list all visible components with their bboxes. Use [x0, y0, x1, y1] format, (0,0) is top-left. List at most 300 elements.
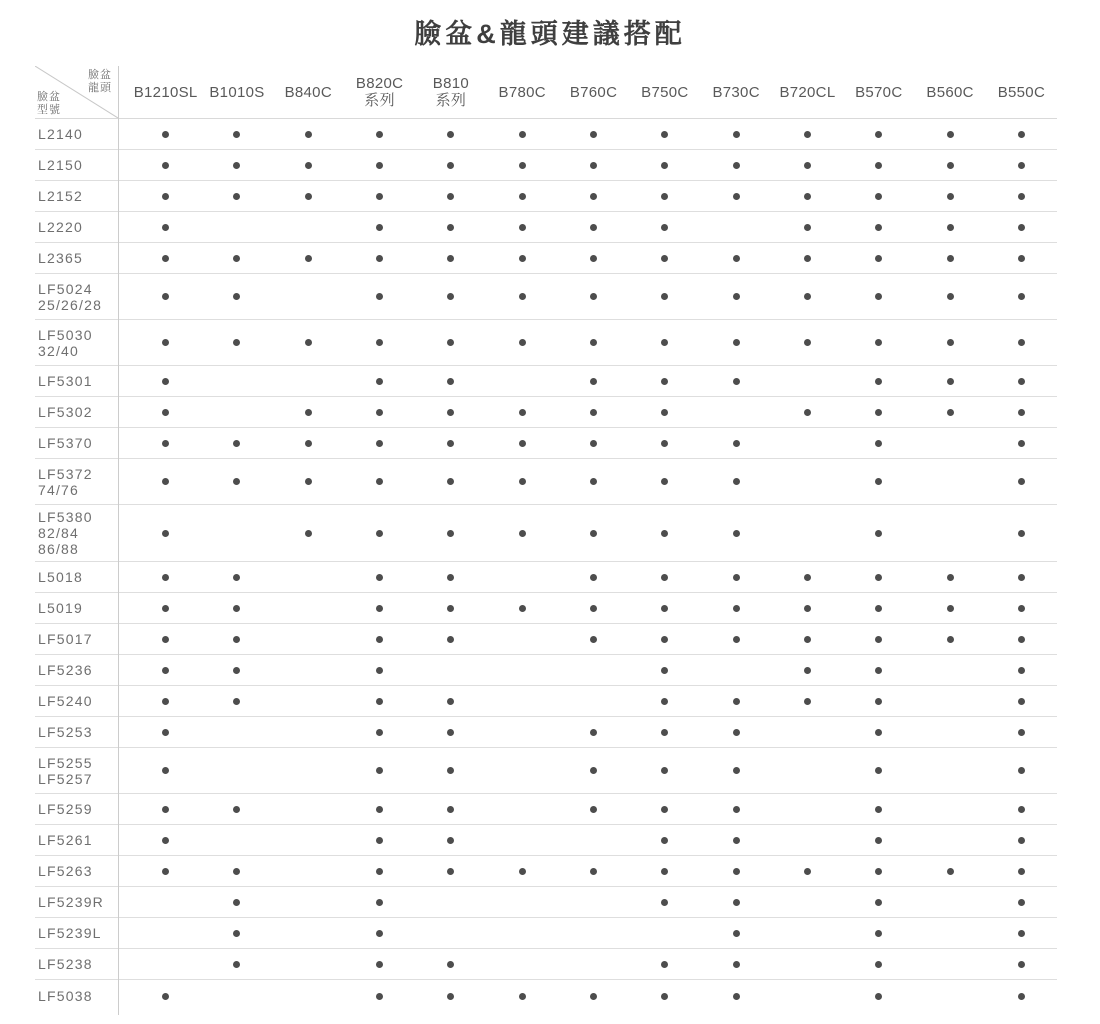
dot-icon: [162, 378, 169, 385]
matrix-cell: [344, 961, 415, 968]
matrix-cell: [701, 162, 772, 169]
dot-icon: [519, 409, 526, 416]
dot-icon: [447, 530, 454, 537]
matrix-cell: [701, 378, 772, 385]
matrix-cell: [415, 131, 486, 138]
matrix-cell: [629, 605, 700, 612]
matrix-cell: [415, 961, 486, 968]
dot-icon: [875, 530, 882, 537]
row-label: [35, 509, 130, 557]
matrix-cell: [629, 993, 700, 1000]
dot-icon: [447, 806, 454, 813]
matrix-cell: [986, 224, 1057, 231]
matrix-cell: [130, 729, 201, 736]
matrix-cell: [558, 767, 629, 774]
row-label-line: L2152: [38, 188, 83, 204]
dot-icon: [233, 574, 240, 581]
dot-icon: [590, 605, 597, 612]
matrix-cell: [344, 729, 415, 736]
dot-icon: [804, 574, 811, 581]
dot-icon: [875, 131, 882, 138]
matrix-cell: [772, 293, 843, 300]
row-cells: [130, 918, 1057, 948]
row-cells: [130, 593, 1057, 623]
dot-icon: [661, 224, 668, 231]
matrix-cell: [273, 193, 344, 200]
row-cells: [130, 212, 1057, 242]
corner-rows-label: [37, 91, 61, 117]
dot-icon: [447, 574, 454, 581]
dot-icon: [733, 767, 740, 774]
dot-icon: [804, 255, 811, 262]
row-label-line: LF5301: [38, 373, 93, 389]
matrix-cell: [130, 574, 201, 581]
dot-icon: [162, 530, 169, 537]
dot-icon: [1018, 636, 1025, 643]
matrix-cell: [843, 837, 914, 844]
dot-icon: [447, 224, 454, 231]
column-header: [344, 75, 415, 109]
matrix-cell: [629, 193, 700, 200]
dot-icon: [661, 131, 668, 138]
matrix-cell: [772, 574, 843, 581]
matrix-cell: [629, 574, 700, 581]
row-label-line: LF5253: [38, 724, 93, 740]
dot-icon: [733, 605, 740, 612]
matrix-cell: [344, 162, 415, 169]
matrix-cell: [415, 837, 486, 844]
dot-icon: [376, 868, 383, 875]
dot-icon: [519, 868, 526, 875]
dot-icon: [875, 930, 882, 937]
matrix-cell: [415, 409, 486, 416]
matrix-cell: [914, 605, 985, 612]
matrix-cell: [843, 440, 914, 447]
dot-icon: [162, 162, 169, 169]
dot-icon: [1018, 131, 1025, 138]
dot-icon: [590, 574, 597, 581]
matrix-cell: [772, 636, 843, 643]
matrix-cell: [415, 530, 486, 537]
row-label-line: L5019: [38, 600, 83, 616]
dot-icon: [590, 530, 597, 537]
dot-icon: [519, 993, 526, 1000]
matrix-cell: [201, 478, 272, 485]
matrix-cell: [130, 409, 201, 416]
matrix-cell: [629, 837, 700, 844]
matrix-cell: [487, 224, 558, 231]
matrix-cell: [344, 993, 415, 1000]
matrix-cell: [843, 605, 914, 612]
matrix-cell: [843, 930, 914, 937]
matrix-cell: [986, 193, 1057, 200]
matrix-cell: [986, 131, 1057, 138]
matrix-cell: [201, 930, 272, 937]
dot-icon: [519, 339, 526, 346]
matrix-cell: [629, 767, 700, 774]
row-label-line: L2140: [38, 126, 83, 142]
matrix-cell: [415, 868, 486, 875]
dot-icon: [733, 440, 740, 447]
dot-icon: [733, 993, 740, 1000]
dot-icon: [804, 224, 811, 231]
dot-icon: [1018, 868, 1025, 875]
dot-icon: [661, 667, 668, 674]
dot-icon: [590, 767, 597, 774]
matrix-cell: [558, 293, 629, 300]
row-label: [35, 157, 130, 173]
matrix-cell: [130, 378, 201, 385]
column-header: [130, 84, 201, 101]
matrix-cell: [629, 224, 700, 231]
dot-icon: [661, 162, 668, 169]
matrix-cell: [344, 837, 415, 844]
matrix-cell: [986, 574, 1057, 581]
dot-icon: [733, 961, 740, 968]
dot-icon: [1018, 339, 1025, 346]
matrix-cell: [558, 868, 629, 875]
dot-icon: [447, 961, 454, 968]
dot-icon: [590, 255, 597, 262]
dot-icon: [875, 162, 882, 169]
matrix-cell: [558, 729, 629, 736]
matrix-cell: [344, 478, 415, 485]
row-label: [35, 832, 130, 848]
row-label-line: LF5372: [38, 465, 93, 482]
dot-icon: [733, 162, 740, 169]
matrix-cell: [130, 193, 201, 200]
dot-icon: [590, 162, 597, 169]
row-label: [35, 894, 130, 910]
column-header-sublabel: 系列: [435, 92, 467, 109]
dot-icon: [447, 193, 454, 200]
row-label-line: LF5239L: [38, 925, 102, 941]
dot-icon: [162, 806, 169, 813]
dot-icon: [233, 605, 240, 612]
dot-icon: [233, 255, 240, 262]
dot-icon: [661, 636, 668, 643]
matrix-cell: [487, 440, 558, 447]
matrix-cell: [986, 806, 1057, 813]
dot-icon: [162, 224, 169, 231]
dot-icon: [733, 698, 740, 705]
dot-icon: [376, 767, 383, 774]
matrix-cell: [558, 636, 629, 643]
dot-icon: [233, 930, 240, 937]
dot-icon: [376, 698, 383, 705]
matrix-cell: [986, 339, 1057, 346]
matrix-cell: [130, 806, 201, 813]
dot-icon: [305, 255, 312, 262]
row-label: [35, 863, 130, 879]
dot-icon: [519, 255, 526, 262]
column-header-label: B820C: [355, 75, 404, 92]
dot-icon: [233, 961, 240, 968]
matrix-cell: [843, 339, 914, 346]
table-row: [35, 366, 1057, 397]
matrix-cell: [415, 440, 486, 447]
matrix-cell: [415, 255, 486, 262]
matrix-cell: [843, 767, 914, 774]
dot-icon: [162, 193, 169, 200]
column-header-sublabel: 系列: [364, 92, 395, 109]
dot-icon: [162, 440, 169, 447]
matrix-cell: [487, 605, 558, 612]
dot-icon: [162, 409, 169, 416]
dot-icon: [661, 961, 668, 968]
row-cells: [130, 320, 1057, 365]
row-label: [35, 569, 130, 585]
matrix-cell: [487, 868, 558, 875]
dot-icon: [162, 574, 169, 581]
table-row: [35, 717, 1057, 748]
matrix-cell: [701, 767, 772, 774]
row-label-line: LF5302: [38, 404, 93, 420]
dot-icon: [233, 193, 240, 200]
matrix-cell: [344, 224, 415, 231]
row-cells: [130, 825, 1057, 855]
table-row: [35, 119, 1057, 150]
row-label: [35, 988, 130, 1004]
dot-icon: [305, 478, 312, 485]
dot-icon: [590, 993, 597, 1000]
dot-icon: [947, 636, 954, 643]
row-cells: [130, 887, 1057, 917]
page-title: 臉盆&龍頭建議搭配: [414, 19, 686, 49]
matrix-cell: [701, 440, 772, 447]
matrix-cell: [629, 440, 700, 447]
dot-icon: [305, 131, 312, 138]
corner-columns-label-line2: 龍頭: [88, 82, 112, 94]
dot-icon: [1018, 293, 1025, 300]
column-header-label: B560C: [926, 83, 974, 101]
dot-icon: [590, 131, 597, 138]
row-label-line: LF5038: [38, 988, 93, 1004]
matrix-cell: [843, 698, 914, 705]
dot-icon: [875, 806, 882, 813]
matrix-cell: [772, 698, 843, 705]
matrix-cell: [986, 478, 1057, 485]
dot-icon: [875, 729, 882, 736]
matrix-cell: [273, 478, 344, 485]
matrix-cell: [629, 530, 700, 537]
dot-icon: [804, 293, 811, 300]
dot-icon: [376, 729, 383, 736]
matrix-cell: [843, 409, 914, 416]
label-column-divider: [118, 66, 119, 1015]
dot-icon: [376, 530, 383, 537]
dot-icon: [875, 993, 882, 1000]
table-row: [35, 397, 1057, 428]
dot-icon: [804, 131, 811, 138]
matrix-cell: [558, 131, 629, 138]
dot-icon: [733, 131, 740, 138]
dot-icon: [162, 293, 169, 300]
matrix-cell: [415, 339, 486, 346]
dot-icon: [1018, 574, 1025, 581]
row-cells: [130, 181, 1057, 211]
matrix-cell: [558, 478, 629, 485]
matrix-cell: [629, 806, 700, 813]
dot-icon: [162, 868, 169, 875]
column-header-label: B1010S: [209, 83, 265, 101]
row-label-line: LF5030: [38, 326, 93, 343]
dot-icon: [875, 193, 882, 200]
dot-icon: [1018, 478, 1025, 485]
matrix-cell: [344, 574, 415, 581]
table-row: [35, 150, 1057, 181]
dot-icon: [875, 378, 882, 385]
matrix-cell: [130, 478, 201, 485]
matrix-cell: [843, 899, 914, 906]
dot-icon: [804, 339, 811, 346]
dot-icon: [875, 636, 882, 643]
row-label: [35, 188, 130, 204]
matrix-cell: [701, 636, 772, 643]
matrix-cell: [487, 409, 558, 416]
dot-icon: [162, 729, 169, 736]
matrix-cell: [629, 868, 700, 875]
matrix-cell: [843, 993, 914, 1000]
dot-icon: [661, 767, 668, 774]
dot-icon: [233, 636, 240, 643]
dot-icon: [1018, 806, 1025, 813]
row-label: [35, 466, 130, 498]
matrix-cell: [986, 767, 1057, 774]
dot-icon: [376, 440, 383, 447]
dot-icon: [590, 478, 597, 485]
dot-icon: [1018, 961, 1025, 968]
dot-icon: [305, 339, 312, 346]
matrix-cell: [487, 162, 558, 169]
dot-icon: [1018, 193, 1025, 200]
dot-icon: [1018, 698, 1025, 705]
dot-icon: [1018, 162, 1025, 169]
matrix-cell: [843, 193, 914, 200]
matrix-cell: [701, 899, 772, 906]
dot-icon: [447, 729, 454, 736]
dot-icon: [1018, 930, 1025, 937]
dot-icon: [1018, 837, 1025, 844]
dot-icon: [733, 339, 740, 346]
matrix-cell: [843, 530, 914, 537]
matrix-cell: [201, 899, 272, 906]
corner-cell: [35, 66, 118, 118]
matrix-cell: [201, 574, 272, 581]
dot-icon: [305, 409, 312, 416]
dot-icon: [447, 409, 454, 416]
row-cells: [130, 428, 1057, 458]
row-label-line: LF5240: [38, 693, 93, 709]
row-label-line: LF5259: [38, 801, 93, 817]
row-label: [35, 126, 130, 142]
dot-icon: [804, 636, 811, 643]
dot-icon: [590, 729, 597, 736]
matrix-cell: [130, 339, 201, 346]
dot-icon: [376, 899, 383, 906]
matrix-cell: [772, 605, 843, 612]
matrix-cell: [914, 293, 985, 300]
dot-icon: [1018, 255, 1025, 262]
column-header: [701, 84, 772, 101]
matrix-cell: [986, 837, 1057, 844]
dot-icon: [447, 478, 454, 485]
dot-icon: [447, 868, 454, 875]
row-label-line: LF5236: [38, 662, 93, 678]
dot-icon: [376, 806, 383, 813]
row-label: [35, 373, 130, 389]
table-row: [35, 243, 1057, 274]
dot-icon: [733, 806, 740, 813]
matrix-cell: [415, 193, 486, 200]
corner-rows-label-line1: 臉盆: [37, 91, 61, 103]
dot-icon: [447, 440, 454, 447]
table-row: [35, 825, 1057, 856]
matrix-cell: [843, 636, 914, 643]
row-cells: [130, 119, 1057, 149]
matrix-cell: [986, 162, 1057, 169]
dot-icon: [661, 339, 668, 346]
matrix-cell: [415, 729, 486, 736]
matrix-cell: [344, 255, 415, 262]
row-cells: [130, 397, 1057, 427]
matrix-cell: [986, 530, 1057, 537]
row-cells: [130, 274, 1057, 319]
matrix-cell: [130, 293, 201, 300]
matrix-cell: [772, 193, 843, 200]
dot-icon: [447, 378, 454, 385]
matrix-cell: [914, 339, 985, 346]
matrix-cell: [487, 993, 558, 1000]
dot-icon: [233, 478, 240, 485]
matrix-cell: [273, 409, 344, 416]
matrix-cell: [130, 667, 201, 674]
corner-columns-label-line1: 臉盆: [88, 69, 112, 81]
table-row: [35, 212, 1057, 243]
dot-icon: [875, 339, 882, 346]
matrix-cell: [415, 478, 486, 485]
matrix-cell: [843, 131, 914, 138]
dot-icon: [875, 574, 882, 581]
matrix-cell: [843, 224, 914, 231]
matrix-cell: [772, 131, 843, 138]
matrix-cell: [843, 667, 914, 674]
matrix-cell: [273, 530, 344, 537]
dot-icon: [447, 837, 454, 844]
column-header: [772, 84, 843, 101]
dot-icon: [661, 837, 668, 844]
row-label: [35, 956, 130, 972]
row-label: [35, 600, 130, 616]
matrix-cell: [415, 293, 486, 300]
matrix-cell: [629, 961, 700, 968]
matrix-cell: [558, 806, 629, 813]
dot-icon: [733, 868, 740, 875]
matrix-cell: [487, 131, 558, 138]
matrix-cell: [130, 993, 201, 1000]
table-row: [35, 624, 1057, 655]
dot-icon: [1018, 530, 1025, 537]
table-row: [35, 980, 1057, 1020]
dot-icon: [1018, 993, 1025, 1000]
matrix-cell: [986, 930, 1057, 937]
matrix-cell: [558, 255, 629, 262]
matrix-cell: [344, 409, 415, 416]
dot-icon: [519, 193, 526, 200]
matrix-cell: [914, 255, 985, 262]
dot-icon: [661, 440, 668, 447]
row-cells: [130, 949, 1057, 979]
